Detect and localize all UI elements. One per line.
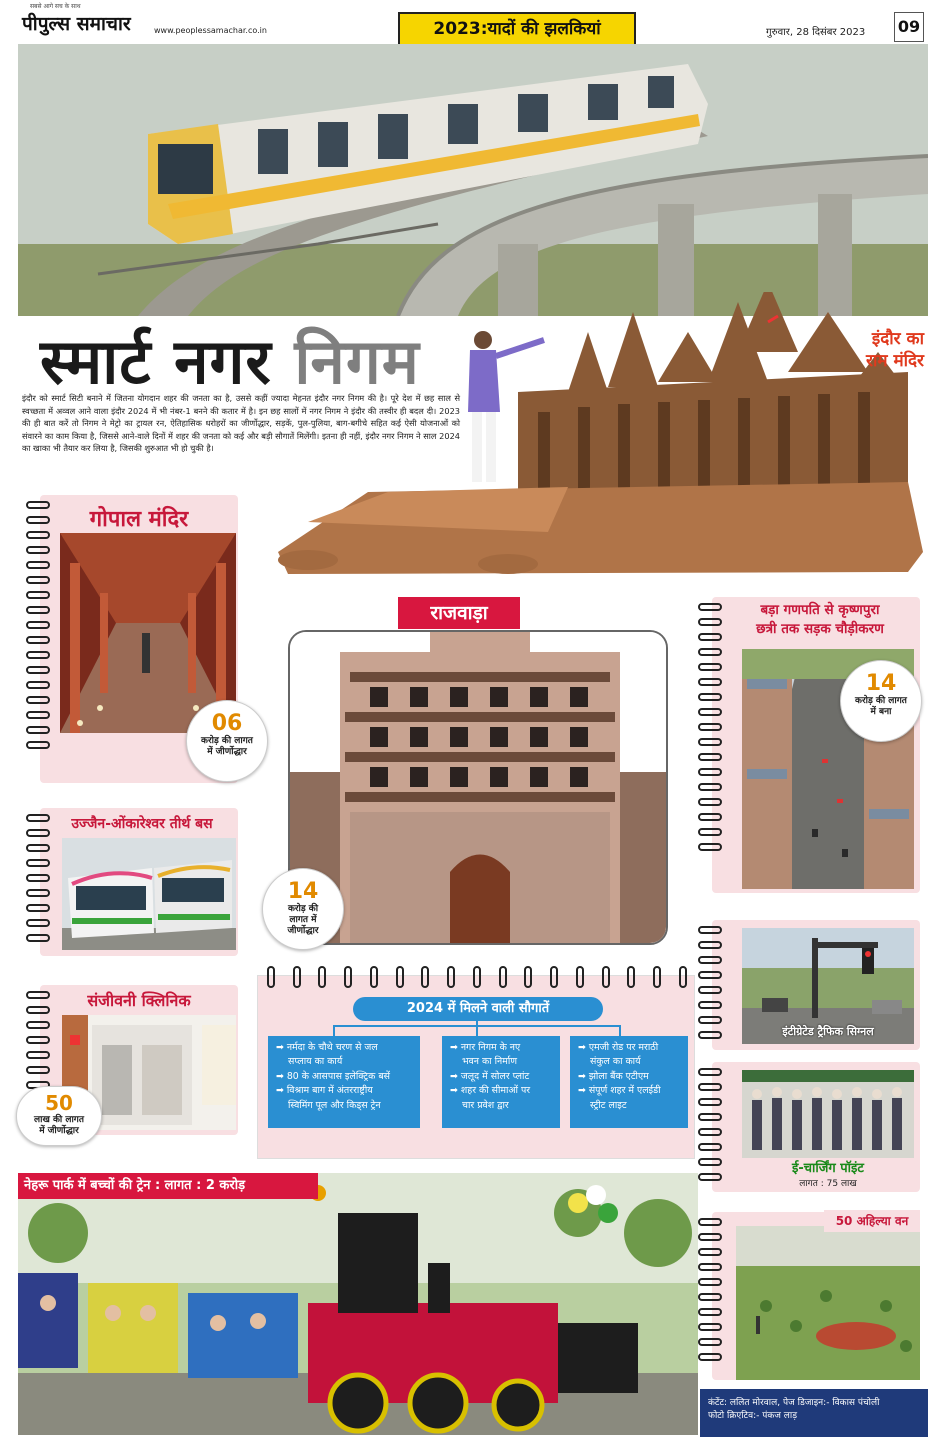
gift-item: चार प्रवेश द्वार — [462, 1099, 509, 1111]
rajwada-cost-badge — [262, 868, 344, 950]
ram-mandir-line-2: राम मंदिर — [866, 351, 924, 371]
tirth-bus-photo — [62, 838, 236, 950]
road-widening-title-1: बड़ा गणपति से कृष्णपुरा — [760, 602, 880, 618]
rajwada-cost-label-2: लागत में — [289, 915, 317, 925]
gift-item: स्विमिंग पूल और किड्स ट्रेन — [288, 1099, 381, 1111]
gifts-column-2 — [442, 1036, 560, 1128]
section-banner: 2023:यादों की झलकियां — [398, 12, 636, 46]
charging-point-caption: ई-चार्जिंग पॉइंट — [792, 1161, 864, 1176]
gift-item: ➡ झोला बैंक एटीएम — [578, 1070, 649, 1082]
upcoming-gifts-title: 2024 में मिलने वाली सौगातें — [353, 997, 603, 1021]
gopal-mandir-title: गोपाल मंदिर — [89, 507, 189, 532]
gopal-cost-label-2: में जीर्णोद्धार — [207, 747, 247, 757]
notebook-rings — [26, 814, 50, 949]
gift-item: संकुल का कार्य — [590, 1056, 641, 1068]
credits-line-1: कंटेंट: ललित मोरवाल, पेज डिजाइन:- विकास पंचोली — [708, 1398, 880, 1408]
gift-item: ➡ 80 के आसपास इलेक्ट्रिक बसें — [276, 1070, 391, 1082]
gifts-column-3 — [570, 1036, 688, 1128]
charging-point-cost: लागत : 75 लाख — [799, 1179, 857, 1189]
notebook-rings — [698, 1218, 722, 1368]
title-part-1: स्मार्ट नगर — [40, 325, 272, 398]
issue-date: गुरुवार, 28 दिसंबर 2023 — [766, 27, 866, 38]
tirth-bus-title: उज्जैन-ओंकारेश्वर तीर्थ बस — [71, 816, 213, 832]
gopal-cost-number: 06 — [211, 711, 243, 736]
ram-mandir-line-1: इंदौर का — [871, 329, 924, 349]
notebook-rings — [698, 603, 722, 858]
gifts-column-1 — [268, 1036, 420, 1128]
gopal-cost-badge — [186, 700, 268, 782]
clinic-cost-label-2: में जीर्णोद्धार — [39, 1126, 79, 1136]
sanjeevani-clinic-title: संजीवनी क्लिनिक — [87, 991, 191, 1010]
notebook-rings — [698, 926, 722, 1046]
website-url[interactable]: www.peoplessamachar.co.in — [154, 26, 267, 35]
kids-train-photo — [18, 1173, 698, 1435]
road-widening-title — [722, 601, 918, 639]
gift-item: ➡ नगर निगम के नए — [450, 1042, 521, 1053]
gift-item: स्ट्रीट लाइट — [590, 1099, 627, 1111]
rajwada-cost-number: 14 — [287, 879, 319, 904]
gift-item: ➡ एमजी रोड पर मराठी — [578, 1042, 659, 1053]
rajwada-cost-label-3: जीर्णोद्धार — [287, 926, 319, 936]
gift-item: ➡ नर्मदा के चौथे चरण से जल — [276, 1042, 378, 1053]
road-widening-card — [712, 597, 920, 893]
logo-text: पीपुल्स समाचार — [22, 13, 131, 35]
road-widening-title-2: छत्री तक सड़क चौड़ीकरण — [756, 621, 884, 637]
rajwada-title: राजवाड़ा — [398, 597, 520, 629]
clinic-cost-number: 50 — [45, 1091, 73, 1115]
gift-item: ➡ संपूर्ण शहर में एलईडी — [578, 1085, 661, 1097]
clinic-cost-label-1: लाख की लागत — [34, 1115, 84, 1125]
title-part-2: निगम — [271, 325, 420, 398]
kids-train-title: नेहरू पार्क में बच्चों की ट्रेन : लागत : 2 करोड़ — [18, 1173, 318, 1199]
notebook-rings — [698, 1068, 722, 1188]
intro-paragraph: इंदौर को स्मार्ट सिटी बनाने में जितना योगदान शहर की जनता का है, उससे कहीं ज्यादा मेहनत इंदौर नगर निगम की है। पूरे देश में छह साल से स्वच्छता में अव्वल आने वाला इंदौर 2024 में भी नंबर-1 बनने की कतार में है। इन छह सालों में नगर निगम ने इंदौर की तस्वीर ही बदल दी। 2023 की ही बात करें तो निगम ने मेट्रो का ट्रायल रन, ऐतिहासिक धरोहरों का जीर्णोद्धार, सड़कें, पुल-पुलिया, बाग-बगीचे सहित कई ऐसी योजनाओं को संवारने का काम किया है, जिससे आने-वाले दिनों में शहर की जनता को कई और बड़ी सौगातें मिलेंगी। इतना ही नहीं, इंदौर नगर निगम ने साल 2024 का खाका भी तैयार कर लिया है, जिसकी शुरुआत भी हो चुकी है। — [22, 393, 460, 453]
ahilya-van-photo — [736, 1226, 920, 1380]
road-cost-badge — [840, 660, 922, 742]
ahilya-van-title: 50 अहिल्या वन — [824, 1210, 920, 1232]
tirth-bus-card — [40, 808, 238, 956]
traffic-signal-caption: इंटीग्रेटेड ट्रैफिक सिग्नल — [782, 1025, 874, 1038]
charging-point-card — [712, 1062, 920, 1192]
road-cost-label-1: करोड़ की लागत — [855, 696, 907, 706]
rajwada-photo — [288, 630, 668, 945]
gift-item: भवन का निर्माण — [462, 1056, 518, 1068]
clinic-cost-badge — [16, 1086, 102, 1146]
upcoming-gifts-box — [257, 975, 695, 1159]
logo-tagline: सबसे आगे सच के साथ — [30, 3, 81, 10]
gift-item: ➡ शहर की सीमाओं पर — [450, 1085, 531, 1097]
metro-photo — [18, 44, 928, 316]
gift-item: ➡ विश्राम बाग में अंतरराष्ट्रीय — [276, 1085, 373, 1097]
gift-item: ➡ जलूद में सोलर प्लांट — [450, 1070, 530, 1082]
page-credits — [700, 1389, 928, 1437]
rajwada-cost-label-1: करोड़ की — [287, 904, 319, 914]
newspaper-logo — [22, 3, 131, 36]
credits-line-2: फोटो क्रिएटिव:- पंकज लाड़ — [708, 1411, 798, 1421]
road-cost-label-2: में बना — [870, 707, 892, 717]
gopal-cost-label-1: करोड़ की लागत — [201, 736, 253, 746]
page-number: 09 — [894, 12, 924, 42]
gift-item: सप्लाय का कार्य — [288, 1056, 343, 1068]
road-cost-number: 14 — [865, 671, 897, 696]
ahilya-van-card — [712, 1212, 920, 1380]
charging-point-photo — [742, 1070, 914, 1158]
traffic-signal-card — [712, 920, 920, 1050]
notebook-rings-top — [258, 966, 696, 988]
ram-mandir-label — [818, 328, 924, 372]
notebook-rings — [26, 501, 50, 756]
